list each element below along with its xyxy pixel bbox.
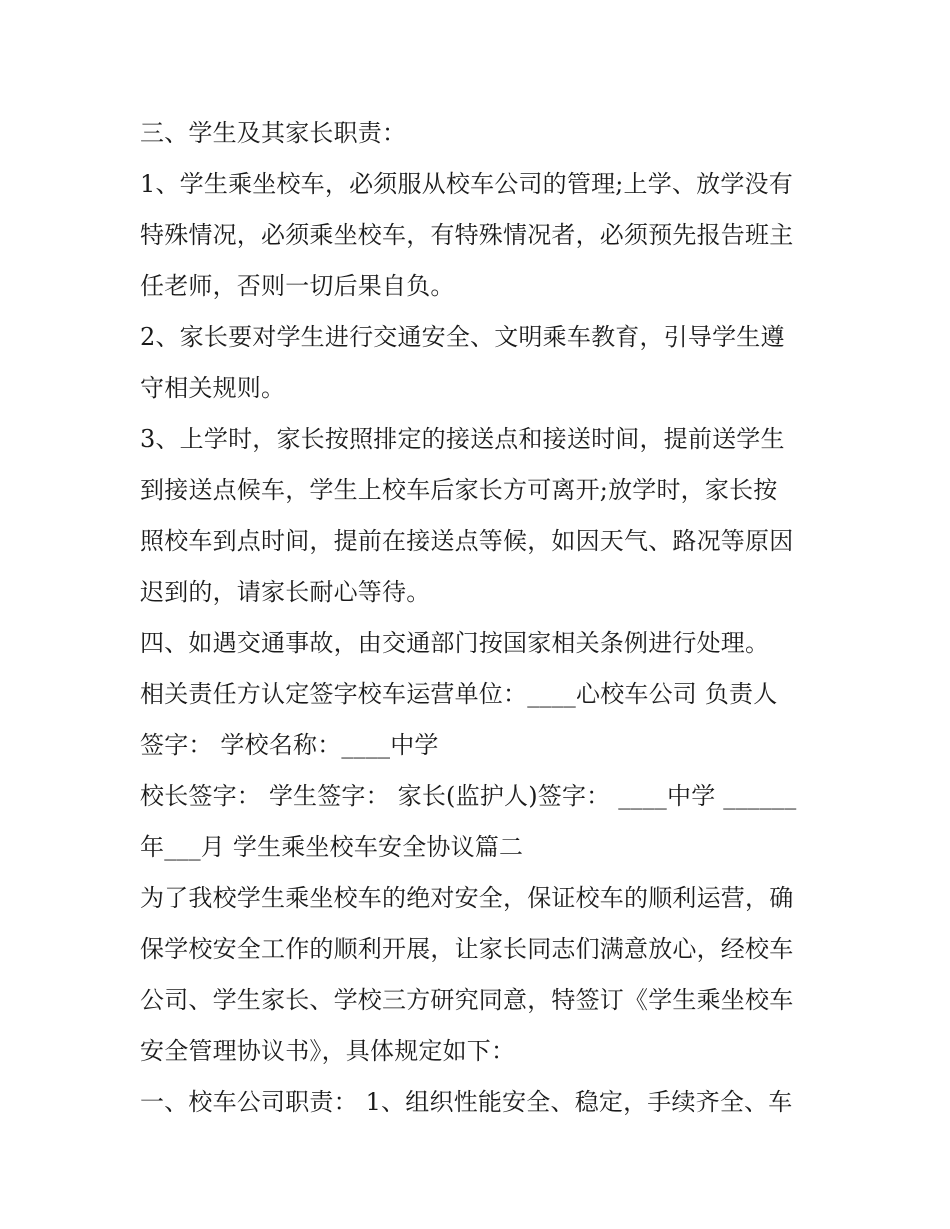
section-heading-traffic-accident: 四、如遇交通事故，由交通部门按国家相关条例进行处理。 [140,629,770,657]
paragraph-line: 2、家长要对学生进行交通安全、文明乘车教育，引导学生遵 [140,323,785,351]
paragraph-line: 守相关规则。 [140,374,286,402]
paragraph-line: 保学校安全工作的顺利开展，让家长同志们满意放心，经校车 [140,935,794,963]
paragraph-line: 照校车到点时间，提前在接送点等候，如因天气、路况等原因 [140,527,794,555]
signature-line: 签字： 学校名称：____中学 [140,731,439,759]
paragraph-line: 迟到的，请家长耐心等待。 [140,578,431,606]
signature-line: 相关责任方认定签字校车运营单位：____心校车公司 负责人 [140,680,778,708]
section-heading-parent-duties: 三、学生及其家长职责： [140,119,407,147]
paragraph-line: 3、上学时，家长按照排定的接送点和接送时间，提前送学生 [140,425,785,453]
signature-line: 校长签字： 学生签字： 家长(监护人)签字： ____中学 ______ [140,782,797,810]
section-heading-bus-company-duties: 一、校车公司职责： 1、组织性能安全、稳定，手续齐全、车 [140,1088,793,1116]
paragraph-line: 为了我校学生乘坐校车的绝对安全，保证校车的顺利运营，确 [140,884,794,912]
document-subtitle-line: 年___月 学生乘坐校车安全协议篇二 [140,833,524,861]
paragraph-line: 安全管理协议书》，具体规定如下： [140,1037,516,1065]
paragraph-line: 特殊情况，必须乘坐校车，有特殊情况者，必须预先报告班主 [140,221,794,249]
paragraph-line: 公司、学生家长、学校三方研究同意，特签订《学生乘坐校车 [140,986,794,1014]
paragraph-line: 1、学生乘坐校车，必须服从校车公司的管理;上学、放学没有 [140,170,793,198]
paragraph-line: 到接送点候车，学生上校车后家长方可离开;放学时，家长按 [140,476,778,504]
document-page [140,108,820,1128]
paragraph-line: 任老师，否则一切后果自负。 [140,272,455,300]
